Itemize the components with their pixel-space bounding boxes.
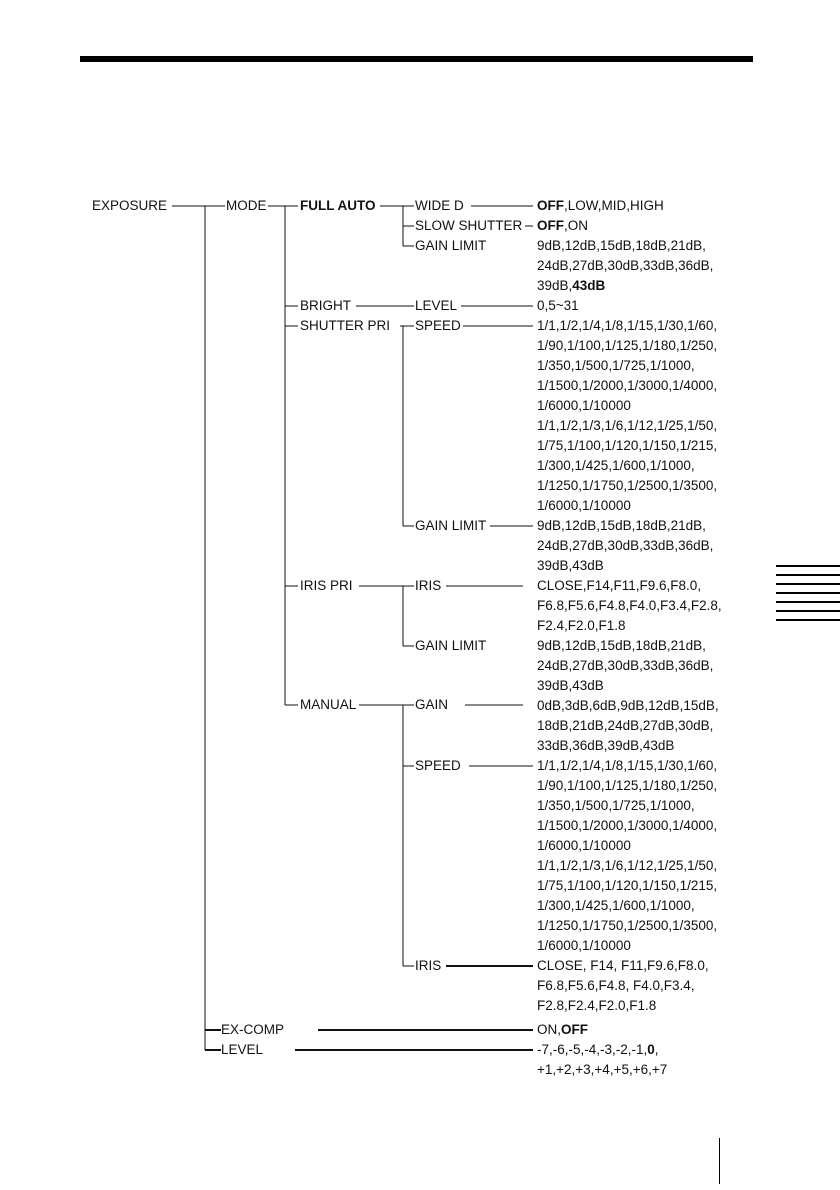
- node-manual-iris: IRIS: [415, 958, 442, 973]
- value-line: 1/1250,1/1750,1/2500,1/3500,: [537, 918, 718, 933]
- node-ex-comp: EX-COMP: [221, 1022, 285, 1037]
- value-line: 24dB,27dB,30dB,33dB,36dB,: [537, 538, 714, 553]
- value-line: 33dB,36dB,39dB,43dB: [537, 738, 675, 753]
- value-line: 1/1,1/2,1/4,1/8,1/15,1/30,1/60,: [537, 318, 718, 333]
- value-line: 1/1250,1/1750,1/2500,1/3500,: [537, 478, 718, 493]
- value-line: F2.4,F2.0,F1.8: [537, 618, 626, 633]
- value-bright-level: 0,5~31: [537, 298, 579, 313]
- value-line: 1/6000,1/10000: [537, 498, 631, 513]
- value-line: 39dB,43dB: [537, 558, 604, 573]
- node-slow-shutter: SLOW SHUTTER: [415, 218, 523, 233]
- node-iris-pri: IRIS PRI: [300, 578, 353, 593]
- node-mode: MODE: [226, 198, 267, 213]
- value-line: 1/300,1/425,1/600,1/1000,: [537, 898, 695, 913]
- value-manual-iris: [537, 956, 709, 1016]
- node-level: LEVEL: [221, 1042, 264, 1057]
- node-exposure: EXPOSURE: [92, 198, 168, 213]
- node-full-auto: FULL AUTO: [300, 198, 376, 213]
- value-line: 9dB,12dB,15dB,18dB,21dB,: [537, 638, 706, 653]
- value-iris-pri-iris: [537, 576, 722, 636]
- value-level: -7,-6,-5,-4,-3,-2,-1,0, +1,+2,+3,+4,+5,+6,+7: [537, 1042, 668, 1077]
- value-line: 9dB,12dB,15dB,18dB,21dB,: [537, 518, 706, 533]
- value-line: 1/350,1/500,1/725,1/1000,: [537, 798, 695, 813]
- node-shutter-speed: SPEED: [415, 318, 461, 333]
- value-line: 39dB,43dB: [537, 678, 604, 693]
- value-shutter-gain-limit: [537, 516, 713, 576]
- value-line: 1/1,1/2,1/3,1/6,1/12,1/25,1/50,: [537, 418, 718, 433]
- value-shutter-speed: [537, 316, 717, 516]
- value-line: 1/75,1/100,1/120,1/150,1/215,: [537, 878, 718, 893]
- value-manual-gain: [537, 696, 719, 756]
- value-line: 1/6000,1/10000: [537, 938, 631, 953]
- node-manual-speed: SPEED: [415, 758, 461, 773]
- value-line: 1/6000,1/10000: [537, 398, 631, 413]
- value-line: 1/1,1/2,1/4,1/8,1/15,1/30,1/60,: [537, 758, 718, 773]
- value-line: 1/90,1/100,1/125,1/180,1/250,: [537, 338, 718, 353]
- value-gain-limit-full-auto: 9dB,12dB,15dB,18dB,21dB, 24dB,27dB,30dB,33dB,36dB, 39dB,43dB: [537, 238, 714, 293]
- value-line: 1/350,1/500,1/725,1/1000,: [537, 358, 695, 373]
- node-iris-pri-gain-limit: GAIN LIMIT: [415, 638, 487, 653]
- value-line: 1/1,1/2,1/3,1/6,1/12,1/25,1/50,: [537, 858, 718, 873]
- value-line: 1/90,1/100,1/125,1/180,1/250,: [537, 778, 718, 793]
- node-shutter-pri: SHUTTER PRI: [300, 318, 391, 333]
- value-manual-speed: [537, 756, 717, 956]
- value-slow-shutter: OFF,ON: [537, 218, 589, 233]
- value-line: 24dB,27dB,30dB,33dB,36dB,: [537, 658, 714, 673]
- value-line: CLOSE,F14,F11,F9.6,F8.0,: [537, 578, 702, 593]
- value-wide-d: OFF,LOW,MID,HIGH: [537, 198, 664, 213]
- value-line: F6.8,F5.6,F4.8, F4.0,F3.4,: [537, 978, 695, 993]
- node-bright: BRIGHT: [300, 298, 352, 313]
- value-line: F6.8,F5.6,F4.8,F4.0,F3.4,F2.8,: [537, 598, 722, 613]
- node-gain-limit-full-auto: GAIN LIMIT: [415, 238, 487, 253]
- value-line: CLOSE, F14, F11,F9.6,F8.0,: [537, 958, 709, 973]
- value-line: 1/1500,1/2000,1/3000,1/4000,: [537, 378, 718, 393]
- node-manual: MANUAL: [300, 697, 357, 712]
- node-bright-level: LEVEL: [415, 298, 458, 313]
- value-line: F2.8,F2.4,F2.0,F1.8: [537, 998, 657, 1013]
- value-line: 1/6000,1/10000: [537, 838, 631, 853]
- value-ex-comp: ON,OFF: [537, 1022, 589, 1037]
- value-line: 1/75,1/100,1/120,1/150,1/215,: [537, 438, 718, 453]
- value-line: 0dB,3dB,6dB,9dB,12dB,15dB,: [537, 698, 719, 713]
- node-iris-pri-iris: IRIS: [415, 578, 442, 593]
- value-line: 1/1500,1/2000,1/3000,1/4000,: [537, 818, 718, 833]
- node-wide-d: WIDE D: [415, 198, 464, 213]
- node-manual-gain: GAIN: [415, 697, 449, 712]
- value-line: 18dB,21dB,24dB,27dB,30dB,: [537, 718, 714, 733]
- value-iris-pri-gain-limit: [537, 636, 713, 696]
- value-line: 1/300,1/425,1/600,1/1000,: [537, 458, 695, 473]
- node-shutter-gain-limit: GAIN LIMIT: [415, 518, 487, 533]
